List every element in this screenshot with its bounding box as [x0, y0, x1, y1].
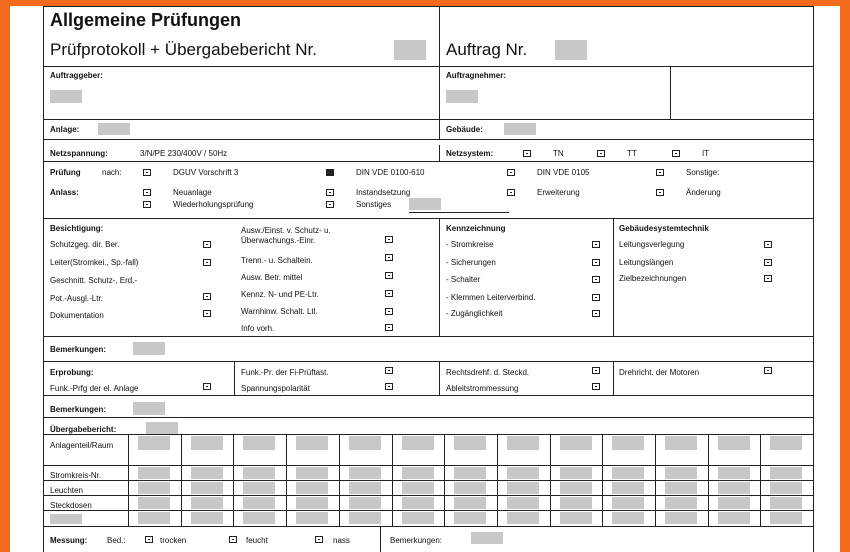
system-it-label: IT — [702, 149, 710, 158]
rule — [43, 66, 813, 67]
rule — [43, 161, 813, 162]
handover-row-label: Leuchten — [50, 486, 83, 495]
handover-cell-field[interactable] — [507, 467, 539, 479]
rule — [43, 6, 813, 7]
handover-cell-field[interactable] — [454, 467, 486, 479]
handover-cell-field[interactable] — [243, 512, 275, 524]
handover-cell-field[interactable] — [718, 497, 750, 509]
handover-row-label: Steckdosen — [50, 501, 92, 510]
rule — [234, 361, 235, 395]
handover-cell-field[interactable] — [138, 482, 170, 494]
visual-checkbox[interactable] — [203, 310, 211, 317]
functional-test-item: Funk.-Pr. der Fi-Prüftast. — [241, 368, 329, 377]
occasion-label: Anlass: — [50, 188, 79, 197]
labeling-checkbox[interactable] — [592, 259, 600, 266]
handover-cell-field[interactable] — [612, 482, 644, 494]
handover-cell-field[interactable] — [243, 436, 275, 450]
form-title: Allgemeine Prüfungen — [50, 10, 242, 30]
mains-voltage-label: Netzspannung: — [50, 149, 108, 158]
visual-checkbox[interactable] — [385, 290, 393, 297]
rule — [128, 434, 129, 526]
repeat-inspection-checkbox[interactable] — [143, 201, 151, 208]
system-it-checkbox[interactable] — [672, 150, 680, 157]
handover-cell-field[interactable] — [560, 512, 592, 524]
handover-field[interactable] — [146, 422, 178, 434]
rule — [43, 434, 813, 435]
handover-cell-field[interactable] — [718, 436, 750, 450]
handover-cell-field[interactable] — [296, 512, 328, 524]
building-systems-checkbox[interactable] — [764, 259, 772, 266]
installation-field[interactable] — [98, 123, 130, 135]
functional-test-checkbox[interactable] — [592, 367, 600, 374]
din-0105-label: DIN VDE 0105 — [537, 168, 590, 177]
handover-cell-field[interactable] — [560, 436, 592, 450]
rule — [43, 218, 813, 219]
visual-checkbox[interactable] — [203, 259, 211, 266]
rule — [708, 434, 709, 526]
handover-cell-field[interactable] — [296, 467, 328, 479]
rule — [233, 434, 234, 526]
visual-checkbox[interactable] — [385, 308, 393, 315]
handover-cell-field[interactable] — [718, 467, 750, 479]
handover-cell-field[interactable] — [349, 482, 381, 494]
handover-cell-field[interactable] — [560, 467, 592, 479]
visual-item: Warnhinw. Schalt. Ltl. — [241, 307, 318, 316]
system-tn-label: TN — [553, 149, 564, 158]
other-occasion-label: Sonstiges — [356, 200, 392, 209]
labeling-item: - Sicherungen — [446, 258, 496, 267]
repair-label: Instandsetzung — [356, 188, 411, 197]
handover-cell-field[interactable] — [402, 512, 434, 524]
wet-checkbox[interactable] — [315, 536, 323, 543]
rule — [602, 434, 603, 526]
installation-label: Anlage: — [50, 125, 80, 134]
system-tt-label: TT — [627, 149, 637, 158]
form-sheet — [10, 6, 840, 552]
handover-cell-field[interactable] — [454, 497, 486, 509]
handover-cell-field[interactable] — [349, 436, 381, 450]
visual-item: Schutzgeg. dir. Ber. — [50, 240, 120, 249]
handover-cell-field[interactable] — [507, 497, 539, 509]
other-inspection-checkbox[interactable] — [656, 169, 664, 176]
new-installation-checkbox[interactable] — [143, 189, 151, 196]
handover-cell-field[interactable] — [349, 512, 381, 524]
visual-item: Überwachungs.-Einr. — [241, 236, 316, 245]
protocol-number-label: Prüfprotokoll + Übergabebericht Nr. — [50, 40, 317, 59]
functional-test-checkbox[interactable] — [385, 383, 393, 390]
building-field[interactable] — [504, 123, 536, 135]
damp-label: feucht — [246, 536, 268, 545]
repeat-inspection-label: Wiederholungsprüfung — [173, 200, 254, 209]
handover-cell-field[interactable] — [349, 467, 381, 479]
rule — [286, 434, 287, 526]
rule — [613, 218, 614, 336]
rule — [439, 218, 440, 336]
labeling-item: - Stromkreise — [446, 240, 494, 249]
handover-cell-field[interactable] — [191, 467, 223, 479]
rule — [43, 139, 813, 140]
visual-item: Ausw./Einst. v. Schutz- u. — [241, 226, 331, 235]
mains-voltage-value: 3/N/PE 230/400V / 50Hz — [140, 149, 228, 158]
new-installation-label: Neuanlage — [173, 188, 212, 197]
handover-cell-field[interactable] — [665, 436, 697, 450]
functional-test-checkbox[interactable] — [592, 383, 600, 390]
building-systems-checkbox[interactable] — [764, 275, 772, 282]
contractor-label: Auftragnehmer: — [446, 71, 507, 80]
visual-item: Trenn.- u. Schaltein. — [241, 256, 313, 265]
handover-cell-field[interactable] — [296, 482, 328, 494]
rule — [655, 434, 656, 526]
handover-cell-field[interactable] — [507, 512, 539, 524]
handover-cell-field[interactable] — [402, 467, 434, 479]
handover-cell-field[interactable] — [770, 482, 802, 494]
system-tt-checkbox[interactable] — [597, 150, 605, 157]
rule — [43, 395, 813, 396]
visual-checkbox[interactable] — [385, 272, 393, 279]
extension-checkbox[interactable] — [507, 189, 515, 196]
rule — [550, 434, 551, 526]
building-label: Gebäude: — [446, 125, 483, 134]
measurement-remarks-label: Bemerkungen: — [390, 536, 443, 545]
rule — [43, 119, 813, 120]
labeling-checkbox[interactable] — [592, 294, 600, 301]
extension-label: Erweiterung — [537, 188, 580, 197]
rule — [181, 434, 182, 526]
functional-test-checkbox[interactable] — [764, 367, 772, 374]
handover-cell-field[interactable] — [138, 436, 170, 450]
functional-test-item: Ableitstrommessung — [446, 384, 519, 393]
rule — [380, 526, 381, 552]
measurement-remarks-field[interactable] — [471, 532, 503, 544]
dguv-label: DGUV Vorschrift 3 — [173, 168, 239, 177]
labeling-checkbox[interactable] — [592, 276, 600, 283]
other-inspection-label: Sonstige: — [686, 168, 720, 177]
rule — [43, 510, 813, 511]
rule — [439, 145, 440, 161]
visual-inspection-title: Besichtigung: — [50, 224, 104, 233]
building-systems-checkbox[interactable] — [764, 241, 772, 248]
visual-checkbox[interactable] — [203, 241, 211, 248]
functional-test-item: Funk.-Prfg der el. Anlage — [50, 384, 139, 393]
visual-checkbox[interactable] — [385, 324, 393, 331]
system-tn-checkbox[interactable] — [523, 150, 531, 157]
functional-test-checkbox[interactable] — [385, 367, 393, 374]
functional-test-item: Rechtsdrehf. d. Steckd. — [446, 368, 530, 377]
rule — [813, 434, 814, 526]
other-occasion-field[interactable] — [409, 198, 441, 210]
visual-item: Kennz. N- und PE-Ltr. — [241, 290, 319, 299]
handover-cell-field[interactable] — [296, 497, 328, 509]
dguv-checkbox[interactable] — [143, 169, 151, 176]
handover-cell-field[interactable] — [454, 512, 486, 524]
handover-cell-field[interactable] — [243, 482, 275, 494]
din-0105-checkbox[interactable] — [507, 169, 515, 176]
measurement-label: Messung: — [50, 536, 88, 545]
rule — [43, 495, 813, 496]
handover-cell-field[interactable] — [665, 512, 697, 524]
rule — [43, 480, 813, 481]
rule — [43, 526, 813, 527]
functional-test-item: Spannungspolarität — [241, 384, 310, 393]
inspection-label: Prüfung — [50, 168, 81, 177]
wet-label: nass — [333, 536, 350, 545]
protocol-number-field[interactable] — [394, 40, 426, 60]
handover-cell-field[interactable] — [560, 497, 592, 509]
rule — [670, 66, 671, 119]
handover-cell-field[interactable] — [560, 482, 592, 494]
visual-checkbox[interactable] — [203, 293, 211, 300]
other-occasion-checkbox[interactable] — [326, 201, 334, 208]
handover-cell-field[interactable] — [770, 512, 802, 524]
handover-cell-field[interactable] — [243, 497, 275, 509]
building-systems-item: Leitungslängen — [619, 258, 674, 267]
repair-checkbox[interactable] — [326, 189, 334, 196]
handover-cell-field[interactable] — [349, 497, 381, 509]
visual-item: Info vorh. — [241, 324, 275, 333]
rule — [444, 434, 445, 526]
handover-cell-field[interactable] — [507, 482, 539, 494]
rule — [497, 434, 498, 526]
labeling-item: - Klemmen Leiterverbind. — [446, 293, 536, 302]
inspection-according-label: nach: — [102, 168, 122, 177]
damp-checkbox[interactable] — [229, 536, 237, 543]
functional-test-checkbox[interactable] — [203, 383, 211, 390]
handover-cell-field[interactable] — [612, 497, 644, 509]
rule — [439, 361, 440, 395]
modification-checkbox[interactable] — [656, 189, 664, 196]
rule — [392, 434, 393, 526]
handover-cell-field[interactable] — [138, 497, 170, 509]
handover-cell-field[interactable] — [243, 467, 275, 479]
mains-system-label: Netzsystem: — [446, 149, 494, 158]
dry-checkbox[interactable] — [145, 536, 153, 543]
order-number-field[interactable] — [555, 40, 587, 60]
handover-cell-field[interactable] — [718, 512, 750, 524]
modification-label: Änderung — [686, 188, 721, 197]
handover-cell-field[interactable] — [612, 436, 644, 450]
functional-test-item: Drehricht. der Motoren — [619, 368, 700, 377]
handover-cell-field[interactable] — [718, 482, 750, 494]
handover-cell-field[interactable] — [454, 482, 486, 494]
rule — [760, 434, 761, 526]
handover-cell-field[interactable] — [191, 436, 223, 450]
rule — [43, 361, 813, 362]
remarks-field[interactable] — [133, 342, 165, 355]
handover-cell-field[interactable] — [665, 497, 697, 509]
handover-cell-field[interactable] — [402, 482, 434, 494]
remarks-label: Bemerkungen: — [50, 345, 107, 354]
labeling-item: - Schalter — [446, 275, 481, 284]
handover-title: Übergabebericht: — [50, 425, 117, 434]
client-label: Auftraggeber: — [50, 71, 103, 80]
handover-cell-field[interactable] — [191, 497, 223, 509]
handover-row-label: Anlagenteil/Raum — [50, 441, 114, 450]
visual-checkbox[interactable] — [385, 254, 393, 261]
labeling-item: - Zugänglichkeit — [446, 309, 503, 318]
handover-cell-field[interactable] — [770, 436, 802, 450]
visual-item: Ausw. Betr. mittel — [241, 273, 303, 282]
handover-cell-field[interactable] — [612, 512, 644, 524]
visual-checkbox[interactable] — [385, 236, 393, 243]
building-systems-item: Zielbezeichnungen — [619, 274, 687, 283]
client-field[interactable] — [50, 90, 82, 103]
rule — [43, 417, 813, 418]
order-number-label: Auftrag Nr. — [446, 40, 528, 59]
building-systems-title: Gebäudesystemtechnik — [619, 224, 709, 233]
handover-row-label: Stromkreis-Nr. — [50, 471, 102, 480]
other-occasion-underline — [409, 212, 509, 213]
handover-cell-field[interactable] — [665, 482, 697, 494]
rule — [43, 465, 813, 466]
rule — [339, 434, 340, 526]
measurement-condition-label: Bed.: — [107, 536, 126, 545]
rule — [613, 361, 614, 395]
visual-item: Leiter(Stromkei., Sp.-fall) — [50, 258, 139, 267]
handover-cell-field[interactable] — [454, 436, 486, 450]
building-systems-item: Leitungsverlegung — [619, 240, 685, 249]
rule — [43, 6, 44, 552]
visual-item: Dokumentation — [50, 311, 104, 320]
handover-cell-field[interactable] — [191, 512, 223, 524]
handover-cell-field[interactable] — [402, 497, 434, 509]
labeling-checkbox[interactable] — [592, 310, 600, 317]
handover-cell-field[interactable] — [770, 497, 802, 509]
visual-item: Geschnitt. Schutz-, Erd.- — [50, 276, 138, 285]
dry-label: trocken — [160, 536, 187, 545]
handover-cell-field[interactable] — [612, 467, 644, 479]
handover-cell-field[interactable] — [770, 467, 802, 479]
visual-item: Pot.-Ausgl.-Ltr. — [50, 294, 103, 303]
handover-cell-field[interactable] — [402, 436, 434, 450]
labeling-title: Kennzeichnung — [446, 224, 506, 233]
handover-cell-field[interactable] — [138, 467, 170, 479]
handover-cell-field[interactable] — [507, 436, 539, 450]
din-610-label: DIN VDE 0100-610 — [356, 168, 425, 177]
remarks-label: Bemerkungen: — [50, 405, 107, 414]
handover-cell-field[interactable] — [191, 482, 223, 494]
functional-test-title: Erprobung: — [50, 368, 94, 377]
remarks-field[interactable] — [133, 402, 165, 415]
handover-extra-field[interactable] — [50, 514, 82, 524]
handover-cell-field[interactable] — [296, 436, 328, 450]
handover-cell-field[interactable] — [138, 512, 170, 524]
labeling-checkbox[interactable] — [592, 241, 600, 248]
contractor-field[interactable] — [446, 90, 478, 103]
rule — [43, 336, 813, 337]
din-610-checkbox[interactable] — [326, 169, 334, 176]
handover-cell-field[interactable] — [665, 467, 697, 479]
